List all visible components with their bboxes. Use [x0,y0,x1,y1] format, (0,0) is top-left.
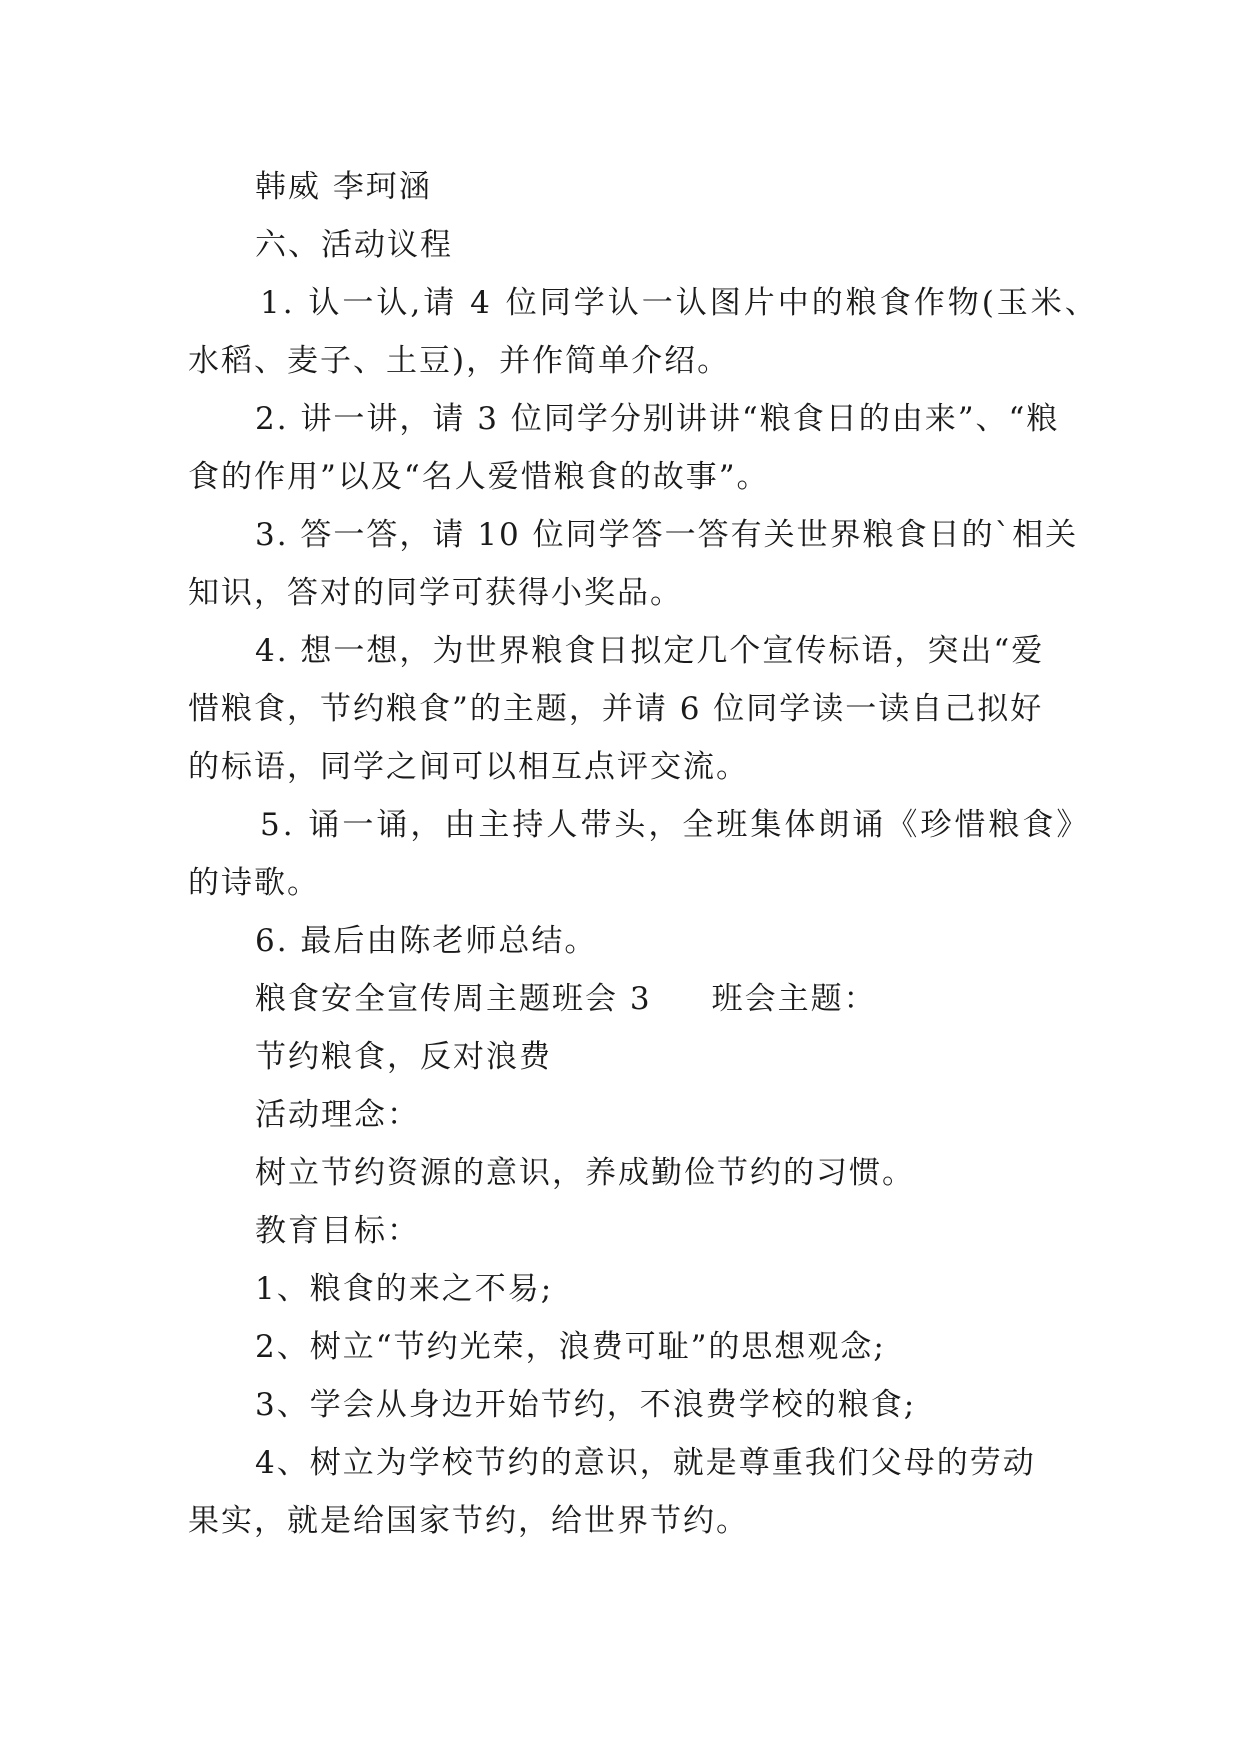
text-line: 的标语，同学之间可以相互点评交流。 [188,749,749,785]
section-title: 粮食安全宣传周主题班会 3 [255,981,652,1017]
list-item: 2、树立“节约光荣，浪费可耻”的思想观念; [255,1329,886,1365]
list-item: 4、树立为学校节约的意识，就是尊重我们父母的劳动 [255,1445,1036,1481]
text-line: 食的作用”以及“名人爱惜粮食的故事”。 [188,459,770,495]
section-heading: 六、活动议程 [255,227,453,263]
section-label: 班会主题： [711,981,877,1017]
text-line: 4. 想一想，为世界粮食日拟定几个宣传标语，突出“爱 [255,633,1045,669]
text-line: 树立节约资源的意识，养成勤俭节约的习惯。 [255,1155,915,1191]
text-line: 节约粮食，反对浪费 [255,1039,552,1075]
text-line: 知识，答对的同学可获得小奖品。 [188,575,683,611]
text-line: 1. 认一认,请 4 位同学认一认图片中的粮食作物(玉米、 [260,285,1099,321]
text-line: 5. 诵一诵，由主持人带头，全班集体朗诵《珍惜粮食》 [260,807,1091,843]
document-body [188,158,1099,1550]
text-line: 3. 答一答，请 10 位同学答一答有关世界粮食日的`相关 [255,517,1079,553]
section-label: 活动理念： [255,1097,420,1133]
list-item: 1、粮食的来之不易; [255,1271,554,1307]
text-line: 的诗歌。 [188,865,320,901]
section-label: 教育目标： [255,1213,420,1249]
text-line: 果实，就是给国家节约，给世界节约。 [188,1503,749,1539]
text-line: 惜粮食，节约粮食”的主题，并请 6 位同学读一读自己拟好 [188,691,1044,727]
text-line: 水稻、麦子、土豆)，并作简单介绍。 [188,343,731,379]
text-line: 2. 讲一讲，请 3 位同学分别讲讲“粮食日的由来”、“粮 [255,401,1060,437]
text-line [188,970,1068,1028]
text-line: 6. 最后由陈老师总结。 [255,923,598,959]
list-item: 3、学会从身边开始节约，不浪费学校的粮食; [255,1387,917,1423]
text-line: 韩威 李珂涵 [255,169,432,205]
